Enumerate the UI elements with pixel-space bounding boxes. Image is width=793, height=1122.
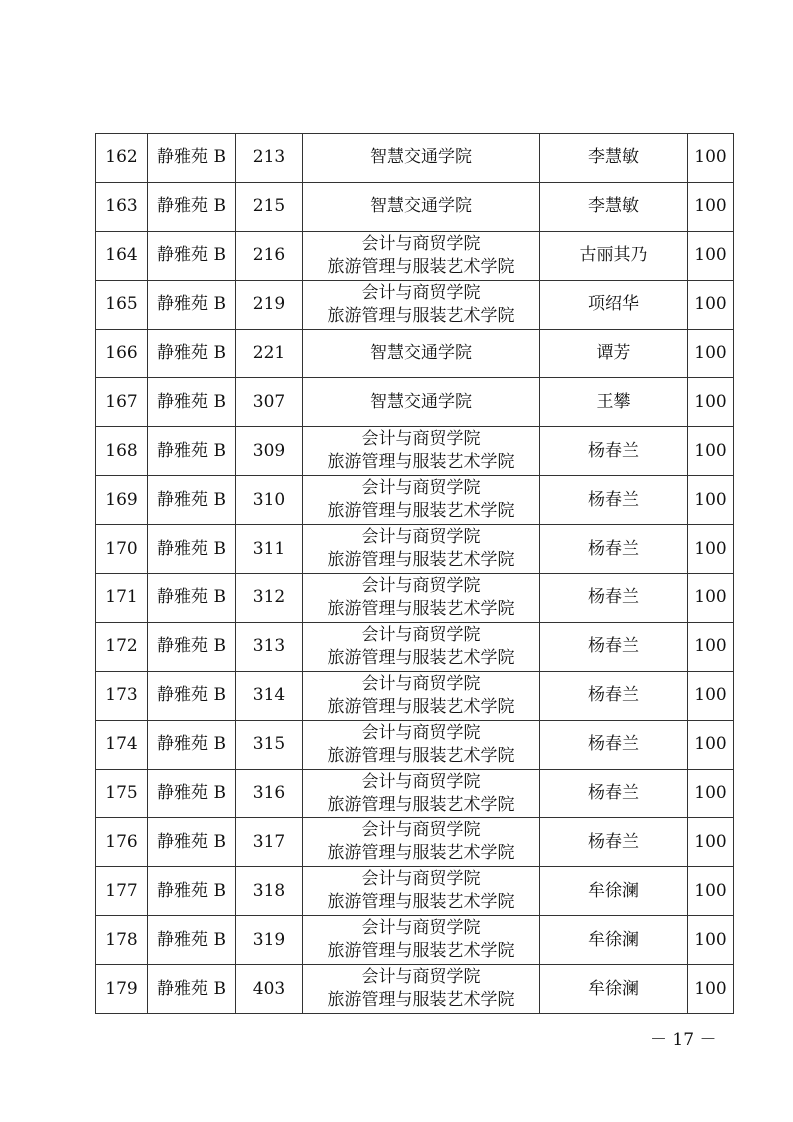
score-cell: 100 xyxy=(688,427,734,476)
college-cell xyxy=(303,769,540,818)
counselor-cell: 杨春兰 xyxy=(540,818,688,867)
college-name: 旅游管理与服装艺术学院 xyxy=(327,501,515,522)
counselor-cell: 杨春兰 xyxy=(540,427,688,476)
building-cell: 静雅苑 B xyxy=(148,280,236,329)
college-cell xyxy=(303,280,540,329)
room-cell: 313 xyxy=(236,622,303,671)
row-number-cell: 165 xyxy=(96,280,148,329)
table-row xyxy=(96,525,734,574)
table-row xyxy=(96,916,734,965)
college-name: 旅游管理与服装艺术学院 xyxy=(327,745,515,766)
counselor-cell: 牟徐澜 xyxy=(540,916,688,965)
building-cell: 静雅苑 B xyxy=(148,965,236,1014)
college-name: 旅游管理与服装艺术学院 xyxy=(327,941,515,962)
college-name: 会计与商贸学院 xyxy=(361,869,481,890)
counselor-cell: 杨春兰 xyxy=(540,671,688,720)
college-name: 旅游管理与服装艺术学院 xyxy=(327,452,515,473)
room-cell: 309 xyxy=(236,427,303,476)
row-number-cell: 174 xyxy=(96,720,148,769)
score-cell: 100 xyxy=(688,867,734,916)
building-cell: 静雅苑 B xyxy=(148,378,236,427)
dormitory-score-table xyxy=(95,133,734,1014)
row-number-cell: 170 xyxy=(96,525,148,574)
college-name: 旅游管理与服装艺术学院 xyxy=(327,794,515,815)
college-name: 会计与商贸学院 xyxy=(361,722,481,743)
building-cell: 静雅苑 B xyxy=(148,231,236,280)
table-row xyxy=(96,182,734,231)
building-cell: 静雅苑 B xyxy=(148,671,236,720)
score-cell: 100 xyxy=(688,378,734,427)
counselor-cell: 谭芳 xyxy=(540,329,688,378)
college-cell xyxy=(303,818,540,867)
row-number-cell: 173 xyxy=(96,671,148,720)
counselor-cell: 杨春兰 xyxy=(540,574,688,623)
row-number-cell: 162 xyxy=(96,134,148,183)
table-row xyxy=(96,476,734,525)
college-cell xyxy=(303,231,540,280)
college-name: 会计与商贸学院 xyxy=(361,478,481,499)
room-cell: 213 xyxy=(236,134,303,183)
row-number-cell: 175 xyxy=(96,769,148,818)
table-row xyxy=(96,622,734,671)
score-cell: 100 xyxy=(688,525,734,574)
college-cell xyxy=(303,720,540,769)
row-number-cell: 176 xyxy=(96,818,148,867)
building-cell: 静雅苑 B xyxy=(148,574,236,623)
row-number-cell: 178 xyxy=(96,916,148,965)
counselor-cell: 王攀 xyxy=(540,378,688,427)
building-cell: 静雅苑 B xyxy=(148,622,236,671)
table-row xyxy=(96,280,734,329)
row-number-cell: 163 xyxy=(96,182,148,231)
score-cell: 100 xyxy=(688,769,734,818)
row-number-cell: 164 xyxy=(96,231,148,280)
college-name: 旅游管理与服装艺术学院 xyxy=(327,696,515,717)
row-number-cell: 179 xyxy=(96,965,148,1014)
table-row xyxy=(96,671,734,720)
college-cell xyxy=(303,867,540,916)
college-name: 会计与商贸学院 xyxy=(361,429,481,450)
college-name: 会计与商贸学院 xyxy=(361,575,481,596)
college-cell xyxy=(303,476,540,525)
room-cell: 312 xyxy=(236,574,303,623)
building-cell: 静雅苑 B xyxy=(148,916,236,965)
college-cell xyxy=(303,427,540,476)
room-cell: 216 xyxy=(236,231,303,280)
counselor-cell: 杨春兰 xyxy=(540,622,688,671)
room-cell: 403 xyxy=(236,965,303,1014)
counselor-cell: 杨春兰 xyxy=(540,720,688,769)
college-name: 会计与商贸学院 xyxy=(361,282,481,303)
table-row xyxy=(96,818,734,867)
room-cell: 307 xyxy=(236,378,303,427)
building-cell: 静雅苑 B xyxy=(148,720,236,769)
counselor-cell: 李慧敏 xyxy=(540,182,688,231)
building-cell: 静雅苑 B xyxy=(148,427,236,476)
score-cell: 100 xyxy=(688,622,734,671)
score-cell: 100 xyxy=(688,476,734,525)
row-number-cell: 171 xyxy=(96,574,148,623)
table-row xyxy=(96,134,734,183)
score-cell: 100 xyxy=(688,182,734,231)
score-cell: 100 xyxy=(688,574,734,623)
score-cell: 100 xyxy=(688,671,734,720)
room-cell: 221 xyxy=(236,329,303,378)
room-cell: 314 xyxy=(236,671,303,720)
counselor-cell: 项绍华 xyxy=(540,280,688,329)
college-name: 旅游管理与服装艺术学院 xyxy=(327,550,515,571)
college-name: 智慧交通学院 xyxy=(370,343,472,363)
row-number-cell: 172 xyxy=(96,622,148,671)
row-number-cell: 168 xyxy=(96,427,148,476)
score-cell: 100 xyxy=(688,720,734,769)
college-name: 智慧交通学院 xyxy=(370,391,472,412)
table-body xyxy=(96,134,734,1014)
college-name: 旅游管理与服装艺术学院 xyxy=(327,892,515,913)
building-cell: 静雅苑 B xyxy=(148,818,236,867)
college-name: 智慧交通学院 xyxy=(370,147,472,168)
room-cell: 310 xyxy=(236,476,303,525)
counselor-cell: 李慧敏 xyxy=(540,134,688,183)
room-cell: 319 xyxy=(236,916,303,965)
score-cell: 100 xyxy=(688,231,734,280)
college-cell xyxy=(303,134,540,183)
table-row xyxy=(96,720,734,769)
room-cell: 219 xyxy=(236,280,303,329)
table-row xyxy=(96,427,734,476)
college-name: 会计与商贸学院 xyxy=(361,967,481,988)
college-name: 旅游管理与服装艺术学院 xyxy=(327,647,515,668)
score-cell: 100 xyxy=(688,916,734,965)
room-cell: 215 xyxy=(236,182,303,231)
college-name: 智慧交通学院 xyxy=(370,196,472,217)
college-cell xyxy=(303,525,540,574)
table-row xyxy=(96,378,734,427)
table-row xyxy=(96,965,734,1014)
table-row xyxy=(96,231,734,280)
counselor-cell: 牟徐澜 xyxy=(540,867,688,916)
college-cell xyxy=(303,378,540,427)
college-name: 旅游管理与服装艺术学院 xyxy=(327,990,515,1011)
counselor-cell: 牟徐澜 xyxy=(540,965,688,1014)
college-name: 会计与商贸学院 xyxy=(361,673,481,694)
college-cell xyxy=(303,622,540,671)
room-cell: 311 xyxy=(236,525,303,574)
college-name: 旅游管理与服装艺术学院 xyxy=(327,256,515,277)
score-cell: 100 xyxy=(688,329,734,378)
table-row xyxy=(96,329,734,378)
room-cell: 318 xyxy=(236,867,303,916)
building-cell: 静雅苑 B xyxy=(148,769,236,818)
building-cell: 静雅苑 B xyxy=(148,476,236,525)
row-number-cell: 166 xyxy=(96,329,148,378)
college-cell xyxy=(303,916,540,965)
building-cell: 静雅苑 B xyxy=(148,867,236,916)
college-cell xyxy=(303,329,540,378)
room-cell: 317 xyxy=(236,818,303,867)
college-cell xyxy=(303,965,540,1014)
counselor-cell: 杨春兰 xyxy=(540,525,688,574)
college-name: 会计与商贸学院 xyxy=(361,624,481,645)
score-cell: 100 xyxy=(688,134,734,183)
college-name: 旅游管理与服装艺术学院 xyxy=(327,598,515,619)
college-name: 会计与商贸学院 xyxy=(361,233,481,254)
score-cell: 100 xyxy=(688,965,734,1014)
score-cell: 100 xyxy=(688,818,734,867)
score-cell: 100 xyxy=(688,280,734,329)
page-number: － 17 － xyxy=(650,1030,717,1050)
row-number-cell: 177 xyxy=(96,867,148,916)
college-cell xyxy=(303,671,540,720)
college-name: 会计与商贸学院 xyxy=(361,771,481,792)
row-number-cell: 169 xyxy=(96,476,148,525)
building-cell: 静雅苑 B xyxy=(148,329,236,378)
building-cell: 静雅苑 B xyxy=(148,134,236,183)
building-cell: 静雅苑 B xyxy=(148,182,236,231)
row-number-cell: 167 xyxy=(96,378,148,427)
counselor-cell: 杨春兰 xyxy=(540,476,688,525)
college-name: 会计与商贸学院 xyxy=(361,918,481,939)
table-row xyxy=(96,867,734,916)
building-cell: 静雅苑 B xyxy=(148,525,236,574)
college-name: 会计与商贸学院 xyxy=(361,820,481,841)
counselor-cell: 古丽其乃 xyxy=(540,231,688,280)
table-row xyxy=(96,574,734,623)
college-cell xyxy=(303,574,540,623)
counselor-cell: 杨春兰 xyxy=(540,769,688,818)
room-cell: 316 xyxy=(236,769,303,818)
college-cell xyxy=(303,182,540,231)
college-name: 会计与商贸学院 xyxy=(361,527,481,548)
room-cell: 315 xyxy=(236,720,303,769)
table-row xyxy=(96,769,734,818)
college-name: 旅游管理与服装艺术学院 xyxy=(327,305,515,326)
college-name: 旅游管理与服装艺术学院 xyxy=(327,843,515,864)
